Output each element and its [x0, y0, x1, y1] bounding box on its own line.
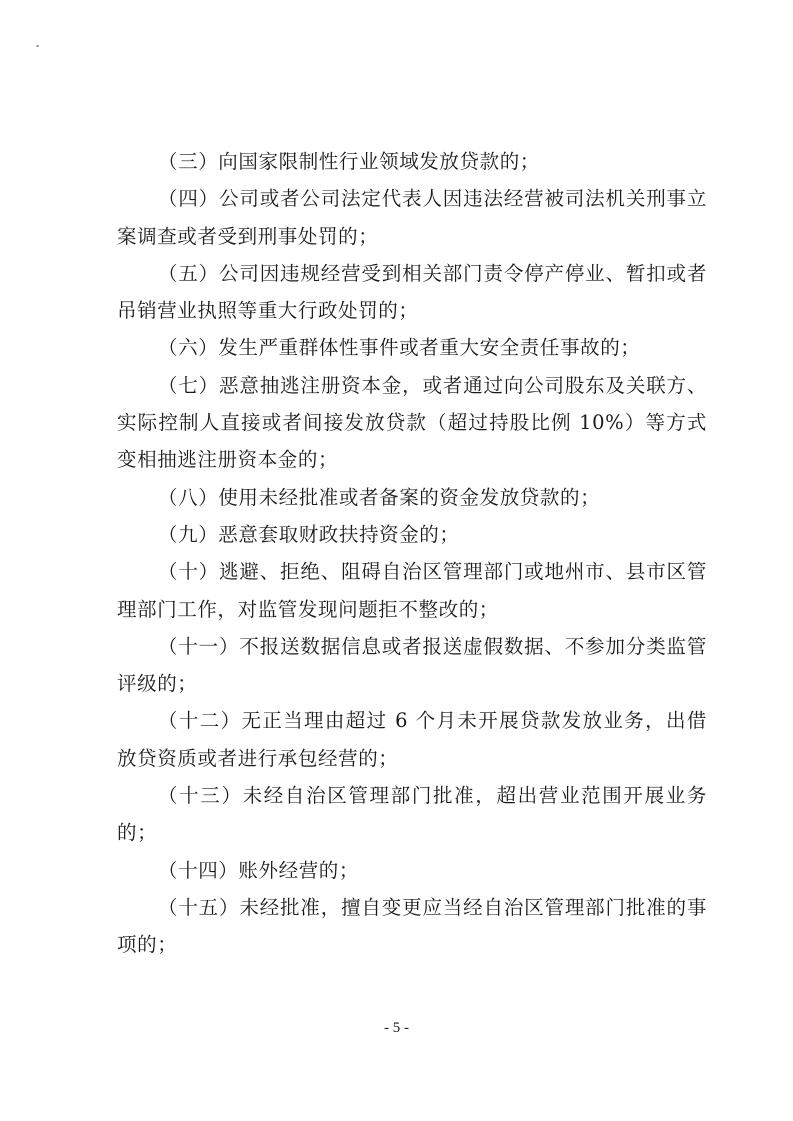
page-number: - 5 - — [384, 1020, 409, 1036]
paragraph-item-12: （十二）无正当理由超过 6 个月未开展贷款发放业务，出借放贷资质或者进行承包经营的； — [117, 709, 707, 770]
document-body — [117, 143, 707, 964]
paragraph-item-15: （十五）未经批准，擅自变更应当经自治区管理部门批准的事项的； — [117, 895, 707, 957]
paragraph-item-5: （五）公司因违规经营受到相关部门责令停产停业、暂扣或者吊销营业执照等重大行政处罚的； — [117, 261, 707, 323]
paragraph-item-11: （十一）不报送数据信息或者报送虚假数据、不参加分类监管评级的； — [117, 634, 707, 696]
paragraph-item-4: （四）公司或者公司法定代表人因违法经营被司法机关刑事立案调查或者受到刑事处罚的； — [117, 187, 707, 248]
scan-speck — [36, 45, 39, 47]
paragraph-item-9: （九）恶意套取财政扶持资金的； — [158, 522, 460, 546]
paragraph-item-8: （八）使用未经批准或者备案的资金发放贷款的； — [158, 485, 601, 509]
paragraph-item-10: （十）逃避、拒绝、阻碍自治区管理部门或地州市、县市区管理部门工作，对监管发现问题拒不整改的； — [117, 560, 707, 621]
paragraph-item-7: （七）恶意抽逃注册资本金，或者通过向公司股东及关联方、实际控制人直接或者间接发放贷款（超过持股比例 10%）等方式变相抽逃注册资本金的； — [117, 373, 707, 472]
paragraph-item-3: （三）向国家限制性行业领域发放贷款的； — [158, 150, 540, 173]
paragraph-item-14: （十四）账外经营的； — [158, 858, 360, 882]
paragraph-item-13: （十三）未经自治区管理部门批准，超出营业范围开展业务的； — [117, 784, 707, 845]
paragraph-item-6: （六）发生严重群体性事件或者重大安全责任事故的； — [158, 336, 641, 360]
